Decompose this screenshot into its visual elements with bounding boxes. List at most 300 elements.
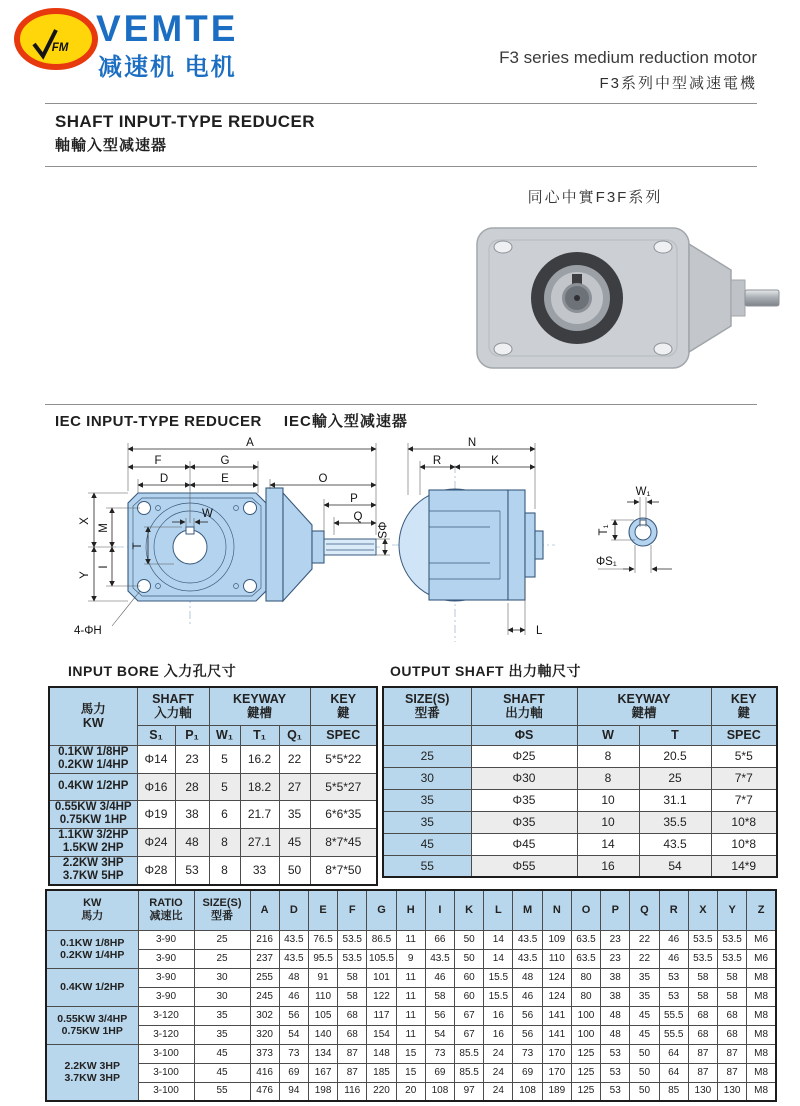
table-cell: 56 [513,1025,542,1044]
table-cell: 11 [396,930,425,949]
mount-hole [654,343,672,355]
table-cell: 16 [577,855,639,877]
dim-label-T: T [132,542,144,550]
dim-label-K: K [491,455,499,467]
table-row [46,1025,776,1044]
dim-label-I: I [98,565,110,569]
table-cell: M6 [747,930,776,949]
table-cell: 16 [484,1006,513,1025]
table-cell: M8 [747,968,776,987]
dim-label-X: X [79,517,91,525]
subheader-cell: SPEC [310,725,377,745]
table-cell: 58 [338,968,367,987]
table-cell: 54 [279,1025,308,1044]
table-cell: 22 [630,930,659,949]
table-cell: 110 [542,949,571,968]
table-cell: 216 [250,930,279,949]
table-cell: Φ25 [471,745,577,767]
table-cell: 48 [279,968,308,987]
table-cell: 170 [542,1044,571,1063]
dim-header-cell: L [484,890,513,930]
table-cell: 87 [338,1063,367,1082]
table-cell: 8 [577,767,639,789]
dim-header-cell: Y [718,890,747,930]
table-cell: 108 [425,1082,454,1101]
brand-logo [12,6,100,74]
input-bore-title: INPUT BORE 入力孔尺寸 [68,663,237,679]
table-cell: 69 [279,1063,308,1082]
table-cell: 198 [308,1082,337,1101]
table-cell: 255 [250,968,279,987]
table-cell: 14*9 [711,855,777,877]
table-cell: 38 [601,987,630,1006]
table-cell: 58 [718,968,747,987]
table-cell: 101 [367,968,396,987]
table-cell: 53 [601,1082,630,1101]
table-cell: 73 [425,1044,454,1063]
table-cell: 53.5 [718,930,747,949]
table-cell: 23 [601,949,630,968]
series-title-en: F3 series medium reduction motor [499,48,757,67]
table-cell: 45 [630,1006,659,1025]
table-cell: 189 [542,1082,571,1101]
size-label: 25 [383,745,471,767]
table-cell: 16.2 [240,745,279,773]
table-cell: 53.5 [338,949,367,968]
table-cell: 25 [194,949,250,968]
table-cell: 18.2 [240,773,279,800]
table-row [383,811,777,833]
col-key: KEY 鍵 [711,687,777,725]
table-cell: 68 [718,1025,747,1044]
table-cell: 3-100 [138,1044,194,1063]
power-label: 2.2KW 3HP 3.7KW 3HP [46,1044,138,1101]
table-cell: 38 [175,800,209,828]
subheader-cell [383,725,471,745]
table-cell: 69 [425,1063,454,1082]
photo-caption: 同心中實F3F系列 [527,189,663,206]
dimensions-table [45,889,777,1102]
table-cell: 33 [240,856,279,885]
table-cell: 68 [688,1025,717,1044]
table-cell: 3-90 [138,930,194,949]
table-cell: 185 [367,1063,396,1082]
table-cell: 53 [601,1044,630,1063]
table-cell: 154 [367,1025,396,1044]
side-view-drawing [390,435,790,650]
table-cell: 56 [425,1006,454,1025]
subheader-cell: W [577,725,639,745]
table-cell: 5 [209,773,240,800]
iec-heading-zh: IEC輸入型减速器 [283,413,408,430]
table-row [49,856,377,885]
table-cell: 60 [455,968,484,987]
table-cell: 3-120 [138,1025,194,1044]
table-cell: 43.5 [513,930,542,949]
table-cell: 50 [455,930,484,949]
table-cell: 46 [279,987,308,1006]
table-cell: 100 [571,1006,600,1025]
table-cell: 8 [209,856,240,885]
table-cell: 8 [209,828,240,856]
dim-header-cell: RATIO 减速比 [138,890,194,930]
table-cell: 476 [250,1082,279,1101]
dim-header-cell: A [250,890,279,930]
table-cell: 125 [571,1082,600,1101]
power-label: 0.55KW 3/4HP 0.75KW 1HP [46,1006,138,1044]
table-cell: 87 [338,1044,367,1063]
subheader-cell: T [639,725,711,745]
table-cell: Φ16 [137,773,175,800]
subheader-cell: Q₁ [279,725,310,745]
power-label: 0.1KW 1/8HP 0.2KW 1/4HP [46,930,138,968]
table-cell: 48 [175,828,209,856]
table-cell: 117 [367,1006,396,1025]
table-cell: 45 [630,1025,659,1044]
table-cell: 7*7 [711,789,777,811]
table-cell: 130 [718,1082,747,1101]
divider [45,166,757,167]
table-cell: 35 [630,987,659,1006]
power-label: 0.1KW 1/8HP 0.2KW 1/4HP [49,745,137,773]
power-label: 0.55KW 3/4HP 0.75KW 1HP [49,800,137,828]
table-cell: 53.5 [688,930,717,949]
table-cell: 11 [396,1006,425,1025]
table-cell: 48 [601,1006,630,1025]
power-label: 0.4KW 1/2HP [49,773,137,800]
table-cell: 87 [688,1063,717,1082]
divider [45,103,757,104]
mount-hole [654,241,672,253]
brand-name: VEMTE [96,8,239,49]
table-cell: M8 [747,1063,776,1082]
table-cell: 56 [279,1006,308,1025]
subheader-cell: W₁ [209,725,240,745]
table-cell: 373 [250,1044,279,1063]
table-cell: 50 [630,1044,659,1063]
table-cell: 30 [194,968,250,987]
table-cell: M8 [747,1044,776,1063]
subheader-cell: ΦS [471,725,577,745]
dim-label-Y: Y [79,571,91,579]
dim-header-cell: Q [630,890,659,930]
table-cell: 105 [308,1006,337,1025]
section-title-en: SHAFT INPUT-TYPE REDUCER [55,112,315,131]
table-cell: 43.5 [639,833,711,855]
table-cell: 67 [455,1025,484,1044]
table-cell: 302 [250,1006,279,1025]
dim-label-D: D [159,473,169,485]
table-cell: 87 [718,1063,747,1082]
output-shaft [745,290,779,306]
table-cell: 66 [425,930,454,949]
table-cell: 68 [338,1006,367,1025]
table-cell: 45 [194,1063,250,1082]
table-cell: 5*5 [711,745,777,767]
mount-hole [494,241,512,253]
table-cell: 50 [630,1063,659,1082]
table-row [46,987,776,1006]
table-cell: 24 [484,1082,513,1101]
table-cell: 130 [688,1082,717,1101]
table-cell: 11 [396,987,425,1006]
table-cell: M6 [747,949,776,968]
table-cell: 122 [367,987,396,1006]
table-cell: 95.5 [308,949,337,968]
table-cell: 8*7*50 [310,856,377,885]
table-cell: 97 [455,1082,484,1101]
table-cell: 48 [601,1025,630,1044]
table-cell: 87 [688,1044,717,1063]
table-cell: M8 [747,1025,776,1044]
table-cell: M8 [747,1006,776,1025]
dim-label-G: G [220,455,230,467]
table-cell: 58 [688,968,717,987]
dim-header-cell: Z [747,890,776,930]
input-bore-table [48,686,378,886]
subheader-cell: S₁ [137,725,175,745]
dim-header-cell: KW 馬力 [46,890,138,930]
table-cell: 14 [577,833,639,855]
dim-header-cell: G [367,890,396,930]
mount-hole [494,343,512,355]
table-cell: 124 [542,987,571,1006]
table-cell: Φ19 [137,800,175,828]
table-cell: 116 [338,1082,367,1101]
table-cell: 11 [396,968,425,987]
table-cell: 320 [250,1025,279,1044]
table-cell: 48 [513,968,542,987]
table-cell: 53 [659,968,688,987]
table-cell: 73 [513,1044,542,1063]
power-label: 0.4KW 1/2HP [46,968,138,1006]
table-cell: M8 [747,1082,776,1101]
col-size: SIZE(S) 型番 [383,687,471,725]
dim-header-cell: K [455,890,484,930]
table-row [46,949,776,968]
table-cell: 3-90 [138,987,194,1006]
size-label: 45 [383,833,471,855]
table-row [383,767,777,789]
brand-tagline: 减速机 电机 [98,54,237,81]
table-cell: 80 [571,987,600,1006]
size-label: 55 [383,855,471,877]
table-cell: Φ28 [137,856,175,885]
table-cell: 85 [659,1082,688,1101]
table-cell: 35 [279,800,310,828]
table-cell: 141 [542,1006,571,1025]
dim-header-cell: D [279,890,308,930]
table-cell: 15 [396,1063,425,1082]
series-title-zh: F3系列中型减速電機 [599,75,757,92]
table-cell: 15.5 [484,968,513,987]
table-cell: 23 [601,930,630,949]
dim-label-R: R [432,455,442,467]
table-cell: 76.5 [308,930,337,949]
table-cell: 22 [279,745,310,773]
subheader-cell: T₁ [240,725,279,745]
table-cell: 15 [396,1044,425,1063]
table-cell: 125 [571,1063,600,1082]
table-cell: 6*6*35 [310,800,377,828]
col-keyway: KEYWAY 鍵槽 [209,687,310,725]
table-cell: 14 [484,949,513,968]
table-cell: 43.5 [425,949,454,968]
table-cell: 50 [630,1082,659,1101]
table-cell: 148 [367,1044,396,1063]
table-cell: Φ30 [471,767,577,789]
dim-label-O: O [318,473,328,485]
dim-header-cell: M [513,890,542,930]
table-cell: 22 [630,949,659,968]
table-cell: 109 [542,930,571,949]
table-cell: 3-100 [138,1063,194,1082]
table-cell: 110 [308,987,337,1006]
table-cell: 53 [175,856,209,885]
dim-label-Q: Q [353,511,363,523]
table-cell: 56 [513,1006,542,1025]
table-cell: 28 [175,773,209,800]
table-cell: 10*8 [711,833,777,855]
table-cell: 53.5 [338,930,367,949]
table-cell: 35 [194,1006,250,1025]
table-cell: 105.5 [367,949,396,968]
dim-label-W1: W₁ [635,486,651,498]
table-cell: 134 [308,1044,337,1063]
table-cell: 80 [571,968,600,987]
front-view-drawing [60,435,390,650]
dim-label-T1: T₁ [598,524,610,536]
col-shaft: SHAFT 出力軸 [471,687,577,725]
table-cell: 5*5*22 [310,745,377,773]
table-row [46,1082,776,1101]
table-cell: 245 [250,987,279,1006]
iec-heading [55,410,408,431]
table-cell: 69 [513,1063,542,1082]
col-power: 馬力 KW [49,687,137,745]
dim-header-cell: N [542,890,571,930]
dim-header-cell: R [659,890,688,930]
table-cell: 58 [718,987,747,1006]
table-cell: 167 [308,1063,337,1082]
dim-header-cell: I [425,890,454,930]
table-cell: 31.1 [639,789,711,811]
table-cell: 86.5 [367,930,396,949]
table-cell: 3-90 [138,968,194,987]
table-cell: 108 [513,1082,542,1101]
table-cell: 7*7 [711,767,777,789]
table-cell: 43.5 [513,949,542,968]
table-cell: 46 [513,987,542,1006]
table-cell: 416 [250,1063,279,1082]
table-cell: 5*5*27 [310,773,377,800]
table-cell: 35 [194,1025,250,1044]
table-cell: 73 [279,1044,308,1063]
table-cell: 87 [718,1044,747,1063]
dim-label-A: A [246,437,254,449]
table-cell: 141 [542,1025,571,1044]
table-cell: 50 [279,856,310,885]
table-cell: 68 [688,1006,717,1025]
iec-heading-en: IEC INPUT-TYPE REDUCER [55,413,262,430]
table-cell: 58 [425,987,454,1006]
table-cell: 3-100 [138,1082,194,1101]
table-cell: 9 [396,949,425,968]
table-cell: 10 [577,811,639,833]
table-cell: 3-120 [138,1006,194,1025]
table-row [383,855,777,877]
section-title-zh: 軸輸入型减速器 [55,137,168,154]
table-cell: 16 [484,1025,513,1044]
table-cell: 10 [577,789,639,811]
power-label: 2.2KW 3HP 3.7KW 5HP [49,856,137,885]
table-cell: Φ35 [471,811,577,833]
divider [45,404,757,405]
table-cell: Φ24 [137,828,175,856]
dim-header-cell: X [688,890,717,930]
table-cell: 46 [659,930,688,949]
table-cell: 8 [577,745,639,767]
table-cell: 85.5 [455,1063,484,1082]
table-cell: 68 [718,1006,747,1025]
dim-label-S1: ΦS₁ [596,556,617,568]
table-cell: 11 [396,1025,425,1044]
dim-header-cell: O [571,890,600,930]
table-cell: 94 [279,1082,308,1101]
dim-label-S: ΦS [375,521,387,539]
table-cell: 25 [639,767,711,789]
table-cell: 20.5 [639,745,711,767]
output-shaft-table [382,686,778,878]
table-row [46,968,776,987]
dim-label-E: E [221,473,229,485]
dim-label-L: L [536,625,543,637]
table-cell: 53 [601,1063,630,1082]
table-cell: 58 [338,987,367,1006]
table-cell: 54 [639,855,711,877]
table-cell: 38 [601,968,630,987]
dim-label-H: 4-ΦH [74,625,102,637]
table-cell: 60 [455,987,484,1006]
dim-label-P: P [350,493,358,505]
table-cell: 3-90 [138,949,194,968]
table-cell: 140 [308,1025,337,1044]
table-cell: 63.5 [571,930,600,949]
table-cell: 5 [209,745,240,773]
table-cell: 100 [571,1025,600,1044]
table-cell: 53.5 [718,949,747,968]
table-cell: 45 [194,1044,250,1063]
table-cell: 53.5 [688,949,717,968]
table-cell: 25 [194,930,250,949]
table-cell: 21.7 [240,800,279,828]
table-cell: Φ14 [137,745,175,773]
table-cell: 35 [630,968,659,987]
table-row [49,745,377,773]
table-cell: 43.5 [279,930,308,949]
table-row [46,1063,776,1082]
table-cell: 24 [484,1063,513,1082]
col-keyway: KEYWAY 鍵槽 [577,687,711,725]
output-shaft-title: OUTPUT SHAFT 出力軸尺寸 [390,663,581,679]
table-cell: 64 [659,1063,688,1082]
table-cell: 55.5 [659,1006,688,1025]
table-row [46,930,776,949]
col-key: KEY 鍵 [310,687,377,725]
dim-header-cell: F [338,890,367,930]
table-cell: 27 [279,773,310,800]
table-cell: 35.5 [639,811,711,833]
